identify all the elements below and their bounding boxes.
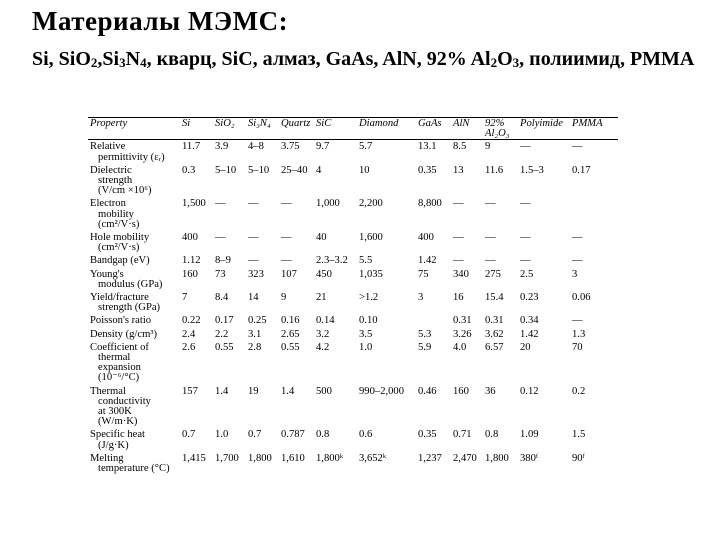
value-cell: 1,700: [215, 452, 239, 464]
value-cell: 25–40: [281, 164, 308, 176]
value-cell: —: [453, 255, 464, 267]
value-cell: —: [281, 232, 292, 244]
table-row: [88, 452, 618, 475]
property-name-cell: [88, 268, 180, 291]
property-name-cell: [88, 428, 180, 451]
property-name-line: Melting: [90, 452, 124, 464]
value-cell: 11.7: [182, 141, 201, 153]
value-cell: 0.7: [248, 429, 262, 441]
value-cell: 1,800ᵏ: [316, 452, 344, 464]
value-cell: 8–9: [215, 255, 231, 267]
value-cell: 1,600: [359, 232, 383, 244]
value-cell: 0.06: [572, 292, 591, 304]
value-cell: 0.31: [485, 315, 504, 327]
column-header: 92% Al₂O₃: [483, 118, 518, 140]
property-name-line: Hole mobility: [90, 232, 150, 244]
property-name-cell: [88, 197, 180, 231]
table-row: [88, 231, 618, 254]
value-cell: 0.25: [248, 315, 267, 327]
value-cell: 0.35: [418, 164, 437, 176]
value-cell: 2.5: [520, 268, 534, 280]
property-name-line: Poisson's ratio: [90, 315, 152, 327]
value-cell: 5.9: [418, 341, 432, 353]
value-cell: 5–10: [248, 164, 270, 176]
property-name-line: Coefficient of: [90, 341, 149, 353]
property-name-line: expansion: [98, 362, 141, 374]
property-name-line: (J/g·K): [98, 439, 129, 451]
value-cell: 2.2: [215, 328, 229, 340]
subtitle-subscript: 2: [90, 55, 98, 70]
value-cell: —: [520, 255, 531, 267]
value-cell: 3.5: [359, 328, 373, 340]
value-cell: 2,200: [359, 198, 383, 210]
table-row: [88, 341, 618, 385]
value-cell: 0.6: [359, 429, 373, 441]
value-cell: 0.12: [520, 385, 539, 397]
property-name-line: (W/m·K): [98, 416, 138, 428]
value-cell: 5–10: [215, 164, 237, 176]
value-cell: 4–8: [248, 141, 264, 153]
column-header: GaAs: [416, 118, 451, 140]
value-cell: 0.23: [520, 292, 539, 304]
value-cell: 4: [316, 164, 322, 176]
value-cell: 4.2: [316, 341, 330, 353]
value-cell: —: [485, 255, 496, 267]
table-row: [88, 291, 618, 314]
value-cell: 3.26: [453, 328, 472, 340]
value-cell: —: [520, 232, 531, 244]
value-cell: —: [572, 232, 583, 244]
slide-subtitle: [32, 44, 712, 78]
property-name-line: Density (g/cm³): [90, 328, 158, 340]
value-cell: 1,800: [485, 452, 509, 464]
value-cell: —: [453, 232, 464, 244]
value-cell: 8,800: [418, 198, 442, 210]
table-row: [88, 328, 618, 341]
value-cell: 323: [248, 268, 264, 280]
value-cell: 73: [215, 268, 226, 280]
value-cell: —: [520, 198, 531, 210]
value-cell: 1.12: [182, 255, 201, 267]
value-cell: 75: [418, 268, 429, 280]
value-cell: 990–2,000: [359, 385, 405, 397]
value-cell: 157: [182, 385, 198, 397]
value-cell: —: [281, 198, 292, 210]
value-cell: 9: [281, 292, 287, 304]
value-cell: 2,470: [453, 452, 477, 464]
value-cell: 0.55: [215, 341, 234, 353]
subtitle-text: ,Si: [97, 48, 120, 70]
value-cell: 5.7: [359, 141, 373, 153]
value-cell: 36: [485, 385, 496, 397]
property-name-cell: [88, 291, 180, 314]
property-name-line: strength (GPa): [98, 302, 161, 314]
value-cell: 0.2: [572, 385, 586, 397]
property-name-line: (cm²/V·s): [98, 242, 140, 254]
value-cell: 275: [485, 268, 501, 280]
value-cell: 3: [572, 268, 578, 280]
column-header: Diamond: [357, 118, 416, 140]
value-cell: 2.6: [182, 341, 196, 353]
value-cell: 1,610: [281, 452, 305, 464]
value-cell: 1.0: [215, 429, 229, 441]
table-row: [88, 314, 618, 327]
property-name-line: temperature (°C): [98, 463, 170, 475]
value-cell: 1.42: [520, 328, 539, 340]
value-cell: 16: [453, 292, 464, 304]
property-name-cell: [88, 164, 180, 198]
property-name-line: (V/cm ×10⁶): [98, 185, 152, 197]
value-cell: 70: [572, 341, 583, 353]
value-cell: 1,415: [182, 452, 206, 464]
value-cell: 90ᶠ: [572, 452, 585, 464]
value-cell: >1.2: [359, 292, 379, 304]
table-row: [88, 164, 618, 198]
column-header: Si: [180, 118, 213, 140]
value-cell: 1,800: [248, 452, 272, 464]
materials-table-container: [88, 117, 618, 540]
property-name-cell: [88, 328, 180, 341]
value-cell: 0.71: [453, 429, 472, 441]
value-cell: [570, 197, 618, 231]
property-name-cell: [88, 231, 180, 254]
value-cell: 21: [316, 292, 327, 304]
value-cell: 0.7: [182, 429, 196, 441]
column-header: SiO₂: [213, 118, 246, 140]
property-name-line: Bandgap (eV): [90, 255, 150, 267]
value-cell: 0.17: [572, 164, 591, 176]
value-cell: 1.0: [359, 341, 373, 353]
value-cell: 2.65: [281, 328, 300, 340]
value-cell: 8.4: [215, 292, 229, 304]
property-name-cell: [88, 341, 180, 385]
column-header: Si₃N₄: [246, 118, 279, 140]
table-row: [88, 268, 618, 291]
value-cell: 0.16: [281, 315, 300, 327]
value-cell: 6.57: [485, 341, 504, 353]
subtitle-text: N: [125, 48, 141, 70]
value-cell: —: [572, 315, 583, 327]
property-name-line: permittivity (εᵣ): [98, 151, 165, 163]
value-cell: —: [453, 198, 464, 210]
table-header-row: [88, 118, 618, 140]
value-cell: 0.55: [281, 341, 300, 353]
subtitle-text: , кварц, SiC, алмаз, GaAs, AlN, 92% Al: [146, 48, 491, 70]
value-cell: —: [215, 198, 226, 210]
value-cell: 11.6: [485, 164, 504, 176]
value-cell: 3.2: [316, 328, 330, 340]
subtitle-text: Si, SiO: [32, 48, 91, 70]
table-row: [88, 197, 618, 231]
column-header: AlN: [451, 118, 483, 140]
subtitle-text: O: [497, 48, 513, 70]
value-cell: 0.10: [359, 315, 378, 327]
value-cell: 0.35: [418, 429, 437, 441]
value-cell: 1,000: [316, 198, 340, 210]
value-cell: —: [572, 141, 583, 153]
value-cell: —: [248, 232, 259, 244]
value-cell: 0.31: [453, 315, 472, 327]
property-name-line: strength: [98, 175, 133, 187]
value-cell: 1.09: [520, 429, 539, 441]
value-cell: 1.3: [572, 328, 586, 340]
value-cell: 160: [453, 385, 469, 397]
value-cell: 8.5: [453, 141, 467, 153]
value-cell: 1.4: [281, 385, 295, 397]
value-cell: 0.3: [182, 164, 196, 176]
property-name-cell: [88, 452, 180, 475]
value-cell: —: [248, 255, 259, 267]
subtitle-subscript: 2: [490, 55, 498, 70]
value-cell: —: [248, 198, 259, 210]
value-cell: 1.42: [418, 255, 437, 267]
property-name-line: Relative: [90, 141, 126, 153]
value-cell: 0.787: [281, 429, 305, 441]
value-cell: 13.1: [418, 141, 437, 153]
value-cell: 2.8: [248, 341, 262, 353]
value-cell: 15.4: [485, 292, 504, 304]
value-cell: 4.0: [453, 341, 467, 353]
property-name-line: Dielectric: [90, 164, 132, 176]
value-cell: —: [520, 141, 531, 153]
value-cell: 3,652ᵏ: [359, 452, 387, 464]
property-name-line: conductivity: [98, 395, 151, 407]
subtitle-subscript: 3: [512, 55, 520, 70]
value-cell: 107: [281, 268, 297, 280]
subtitle-subscript: 3: [119, 55, 126, 70]
value-cell: 160: [182, 268, 198, 280]
column-header: PMMA: [570, 118, 618, 140]
property-name-line: modulus (GPa): [98, 278, 163, 290]
property-name-line: at 300K: [98, 406, 132, 418]
value-cell: —: [485, 198, 496, 210]
value-cell: 3.9: [215, 141, 229, 153]
value-cell: 13: [453, 164, 464, 176]
value-cell: 2.4: [182, 328, 196, 340]
property-name-line: Thermal: [90, 385, 126, 397]
value-cell: 0.14: [316, 315, 335, 327]
property-name-line: Yield/fracture: [90, 292, 149, 304]
property-name-line: thermal: [98, 352, 131, 364]
value-cell: 19: [248, 385, 259, 397]
column-header: Polyimide: [518, 118, 570, 140]
value-cell: 40: [316, 232, 327, 244]
value-cell: 340: [453, 268, 469, 280]
value-cell: 1.4: [215, 385, 229, 397]
property-name-line: Electron: [90, 198, 126, 210]
value-cell: —: [281, 255, 292, 267]
value-cell: 10: [359, 164, 370, 176]
value-cell: 3.75: [281, 141, 300, 153]
value-cell: 0.8: [485, 429, 499, 441]
value-cell: 9: [485, 141, 491, 153]
value-cell: 0.8: [316, 429, 330, 441]
table-row: [88, 254, 618, 267]
value-cell: 14: [248, 292, 259, 304]
value-cell: 1,237: [418, 452, 442, 464]
value-cell: 9.7: [316, 141, 330, 153]
value-cell: —: [215, 232, 226, 244]
materials-properties-table: [88, 117, 618, 475]
property-name-cell: [88, 254, 180, 267]
value-cell: 500: [316, 385, 332, 397]
value-cell: 0.46: [418, 385, 437, 397]
property-name-line: Young's: [90, 268, 124, 280]
property-name-line: (cm²/V·s): [98, 218, 140, 230]
table-row: [88, 428, 618, 451]
slide-title: Материалы МЭМС:: [32, 6, 289, 36]
value-cell: 2.3–3.2: [316, 255, 348, 267]
property-name-line: (10⁻⁶/°C): [98, 372, 140, 384]
value-cell: 3.1: [248, 328, 262, 340]
value-cell: —: [572, 255, 583, 267]
table-row: [88, 385, 618, 429]
value-cell: 0.22: [182, 315, 201, 327]
column-header: SiC: [314, 118, 357, 140]
property-name-cell: [88, 314, 180, 327]
value-cell: 3: [418, 292, 424, 304]
property-name-line: mobility: [98, 208, 134, 220]
property-name-cell: [88, 140, 180, 164]
subtitle-text: , полиимид, PMMA: [519, 48, 695, 70]
value-cell: 400: [182, 232, 198, 244]
value-cell: 450: [316, 268, 332, 280]
value-cell: 380ᶠ: [520, 452, 539, 464]
value-cell: 3.62: [485, 328, 504, 340]
table-row: [88, 140, 618, 164]
value-cell: 7: [182, 292, 188, 304]
value-cell: 400: [418, 232, 434, 244]
subtitle-subscript: 4: [140, 55, 147, 70]
value-cell: 20: [520, 341, 531, 353]
column-header: Property: [88, 118, 180, 140]
column-header: Quartz: [279, 118, 314, 140]
value-cell: 1,500: [182, 198, 206, 210]
value-cell: 1,035: [359, 268, 383, 280]
table-body: [88, 140, 618, 475]
value-cell: 5.5: [359, 255, 373, 267]
value-cell: —: [485, 232, 496, 244]
property-name-cell: [88, 385, 180, 429]
value-cell: 0.17: [215, 315, 234, 327]
value-cell: 1.5: [572, 429, 586, 441]
value-cell: 1.5–3: [520, 164, 544, 176]
value-cell: 5.3: [418, 328, 432, 340]
value-cell: [416, 314, 451, 327]
value-cell: 0.34: [520, 315, 539, 327]
property-name-line: Specific heat: [90, 429, 146, 441]
